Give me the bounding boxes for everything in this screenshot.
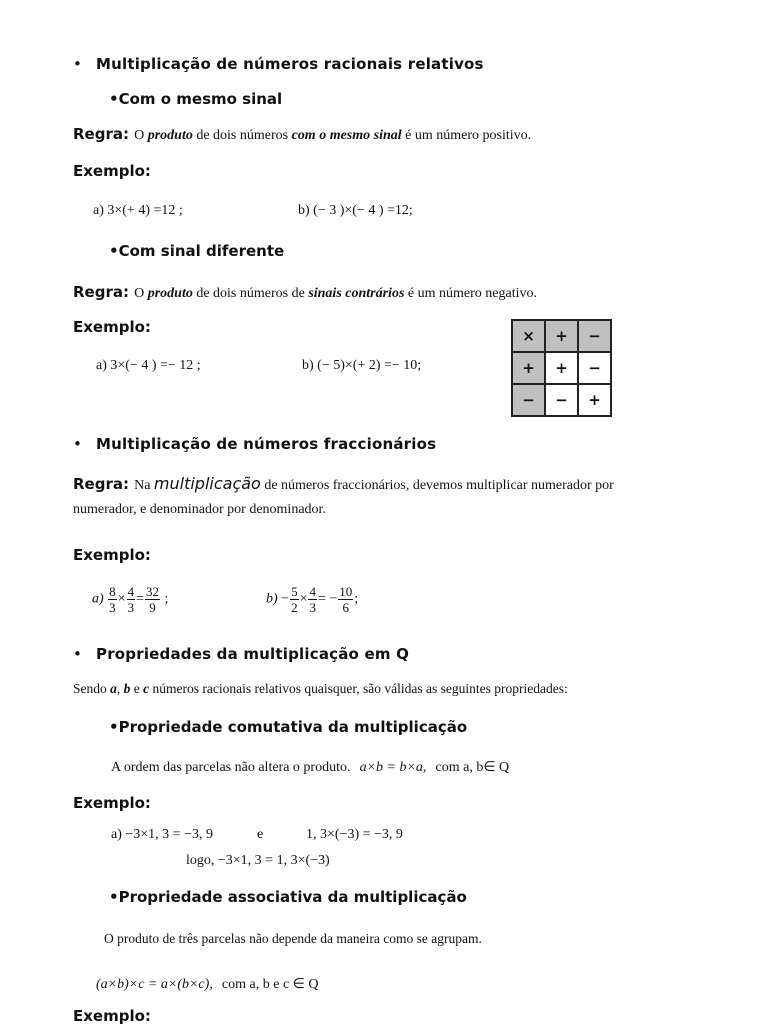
example-label: Exemplo:	[73, 1007, 151, 1025]
section-title-fraccionarios: Multiplicação de números fraccionários	[96, 435, 437, 453]
comutativa-example-e: e	[257, 827, 264, 842]
sign-cell: −	[545, 384, 578, 416]
fraction-example-a: a) $\frac{8}{3}$ × $\frac{4}{3}$ = $\frac{32}{9}$ ;	[92, 584, 169, 615]
example-label: Exemplo:	[73, 162, 151, 180]
example-label: Exemplo:	[73, 794, 151, 812]
sign-cell: +	[545, 320, 578, 352]
sendo-paragraph: Sendo a, b e c números racionais relativos quaisquer, são válidas as seguintes propriedades:	[73, 681, 568, 696]
sign-cell: −	[578, 352, 611, 384]
sign-cell: +	[578, 384, 611, 416]
associativa-formula: (a×b)×c = a×(b×c), com a, b e c ∈ Q	[96, 977, 319, 992]
bullet: •	[73, 645, 82, 663]
rule-text: Na multiplicação de números fraccionários, devemos multiplicar numerador por	[134, 474, 614, 493]
example-a: a) 3×(+ 4) =12 ;	[93, 203, 183, 218]
rule-fraccionarios	[73, 474, 614, 494]
sign-cell: −	[512, 384, 545, 416]
sign-cell: +	[545, 352, 578, 384]
subsection-label: Propriedade comutativa da multiplicação	[118, 718, 468, 736]
comutativa-example-b: 1, 3×(−3) = −3, 9	[306, 827, 403, 842]
comutativa-text: A ordem das parcelas não altera o produto. a×b = b×a, com a, b∈ Q	[111, 760, 510, 775]
subsection-mesmo-sinal	[109, 90, 282, 108]
subsection-label: Com sinal diferente	[118, 242, 285, 260]
rule-text: O produto de dois números com o mesmo sinal é um número positivo.	[134, 128, 532, 143]
bullet: •	[109, 90, 119, 108]
sign-cell: ×	[512, 320, 545, 352]
example-label: Exemplo:	[73, 318, 151, 336]
fraction: $\frac{8}{3}$	[109, 584, 116, 615]
bullet: •	[73, 435, 82, 453]
associativa-text: O produto de três parcelas não depende da maneira como se agrupam.	[104, 931, 482, 946]
fraction: $\frac{32}{9}$	[145, 584, 159, 615]
rule-mesmo-sinal	[73, 124, 531, 144]
comutativa-example-a: a) −3×1, 3 = −3, 9	[111, 827, 213, 842]
fraction: $\frac{5}{2}$	[291, 584, 298, 615]
rule-label: Regra:	[73, 125, 129, 143]
rule-label: Regra:	[73, 283, 129, 301]
sign-cell: +	[512, 352, 545, 384]
section-title-multiplicacao-racionais: Multiplicação de números racionais relativos	[96, 55, 484, 73]
rule-text: O produto de dois números de sinais contrários é um número negativo.	[134, 286, 537, 301]
bullet: •	[109, 718, 119, 736]
example-b: b) (− 5)×(+ 2) =− 10;	[302, 358, 422, 373]
sign-table	[511, 319, 612, 417]
sign-cell: −	[578, 320, 611, 352]
example-a: a) 3×(− 4 ) =− 12 ;	[96, 358, 201, 373]
subsection-label: Propriedade associativa da multiplicação	[118, 888, 467, 906]
subsection-comutativa	[109, 718, 467, 736]
example-label: Exemplo:	[73, 546, 151, 564]
subsection-label: Com o mesmo sinal	[118, 90, 283, 108]
rule-sinal-diferente	[73, 282, 537, 302]
bullet: •	[109, 888, 119, 906]
bullet: •	[109, 242, 119, 260]
subsection-sinal-diferente	[109, 242, 284, 260]
fraction-example-b: b) − $\frac{5}{2}$ × $\frac{4}{3}$ = − $\frac{10}{6}$ ;	[266, 584, 359, 615]
fraction: $\frac{4}{3}$	[309, 584, 316, 615]
example-b: b) (− 3 )×(− 4 ) =12;	[298, 203, 413, 218]
bullet: •	[73, 55, 82, 73]
rule-label: Regra:	[73, 475, 129, 493]
subsection-associativa	[109, 888, 467, 906]
comutativa-example-logo: logo, −3×1, 3 = 1, 3×(−3)	[186, 853, 330, 868]
section-title-propriedades: Propriedades da multiplicação em Q	[96, 645, 410, 663]
fraction: $\frac{10}{6}$	[339, 584, 353, 615]
fraction: $\frac{4}{3}$	[127, 584, 135, 615]
rule-text-continued: numerador, e denominador por denominador.	[73, 502, 326, 517]
